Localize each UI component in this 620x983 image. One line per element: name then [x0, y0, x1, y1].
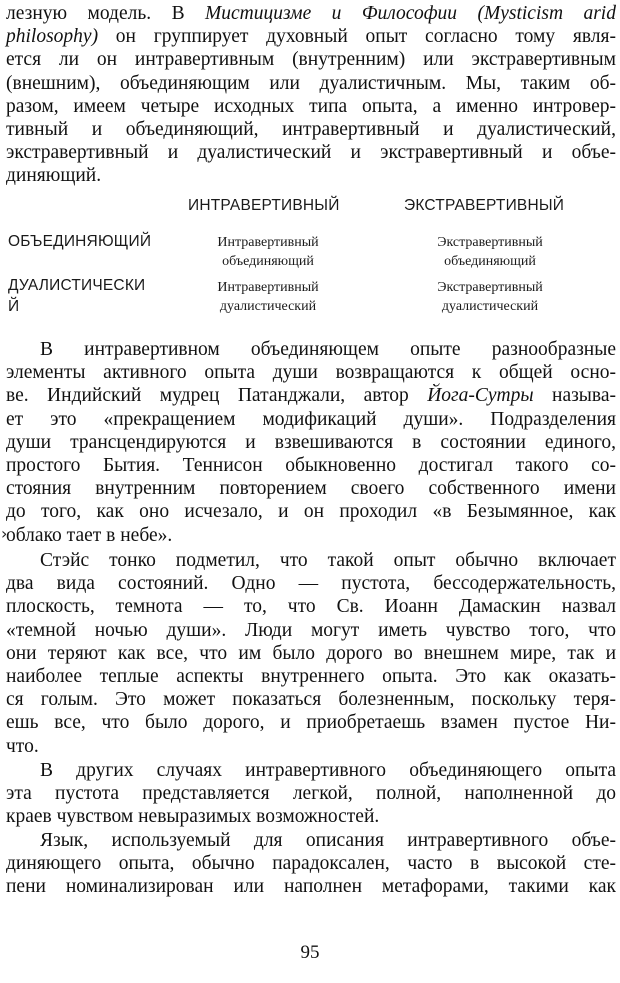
text-line: разом, имеем четыре исходных типа опыта, а именно интровер-	[6, 95, 616, 117]
row-header-unifying: ОБЪЕДИНЯЮЩИЙ	[8, 233, 152, 250]
text-line: стояния внутренним повторением своего собственного имени	[6, 478, 616, 500]
paragraph-other-cases	[6, 759, 616, 829]
text-line: В других случаях интравертивного объединяющего опыта	[40, 760, 616, 781]
row-header-dualistic: ДУАЛИСТИЧЕСКИ Й	[8, 277, 146, 315]
text-line: «темной ночью души». Люди могут иметь чувство того, что	[6, 619, 616, 641]
text-line: (внешним), объединяющим или дуалистичным. Мы, таким об-	[6, 72, 616, 94]
column-header-extravertive: ЭКСТРАВЕРТИВНЫЙ	[404, 197, 565, 214]
book-title-italic: philosophy)	[6, 26, 99, 48]
text-line: ся голым. Это может показаться болезненным, поскольку теря-	[6, 689, 616, 711]
table-cell: Интравертивный объединяющий	[217, 235, 319, 269]
book-title-italic: Мистицизме и Философии (Mysticism arid	[205, 3, 616, 24]
text-line: что.	[6, 735, 39, 757]
text-line: philosophy) он группирует духовный опыт согласно тому явля-	[6, 26, 616, 48]
paragraph-intro	[6, 2, 616, 188]
text-line: тивный и объединяющий, интравертивный и дуалистический,	[6, 118, 616, 140]
text-line: ве. Индийский мудрец Патанджали, автор Йога-Сутры называ-	[6, 385, 616, 407]
text-line: наиболее теплые аспекты внутреннего опыта. Это как оказать-	[6, 665, 616, 687]
paragraph-language	[6, 829, 616, 899]
text-line: В интравертивном объединяющем опыте разнообразные	[40, 339, 616, 360]
margin-arrow-mark: ›	[1, 524, 8, 543]
text-line: эта пустота представляется легкой, полной, наполненной до	[6, 783, 616, 805]
text-line: экстравертивный и дуалистический и экстравертивный и объе-	[6, 142, 616, 164]
text-line: элементы активного опыта души возвращаются к общей осно-	[6, 362, 616, 384]
text-line: лезную модель. В Мистицизме и Философии (Mysticism arid	[6, 3, 616, 24]
text-line: ется ли он интравертивным (внутренним) или экстравертивным	[6, 49, 616, 71]
text-line: до того, как оно исчезало, и он проходил «в Безымянное, как	[6, 501, 616, 523]
paragraph-intravertive-unifying	[6, 338, 616, 547]
paragraph-stace	[6, 549, 616, 758]
text-line: пени номинализирован или наполнен метафорами, такими как	[6, 876, 616, 898]
text-line: ет это «прекращением модификаций души». Подразделения	[6, 408, 616, 430]
book-title-italic: Йога-Сутры	[427, 385, 534, 407]
text-line: ешь все, что было дорого, и приобретаешь взамен пустое Ни-	[6, 712, 616, 734]
text-line: плоскость, темнота — то, что Св. Иоанн Дамаскин назвал	[6, 596, 616, 618]
text-line: краев чувством невыразимых возможностей.	[6, 806, 380, 828]
text-line: они теряют как все, что им было дорого во внешнем мире, так и	[6, 642, 616, 664]
text-line: Язык, используемый для описания интравертивного объе-	[40, 830, 616, 851]
table-cell: Экстравертивный объединяющий	[437, 235, 543, 269]
text-line: диняющего опыта, обычно парадоксален, часто в высокой сте-	[6, 853, 616, 875]
table-cell: Интравертивный дуалистический	[217, 280, 319, 314]
page-number: 95	[300, 942, 320, 963]
text-line: диняющий.	[6, 165, 102, 187]
text-line: два вида состояний. Одно — пустота, бессодержательность,	[6, 573, 616, 595]
text-line: Стэйс тонко подметил, что такой опыт обычно включает	[40, 550, 616, 571]
table-cell: Экстравертивный дуалистический	[437, 280, 543, 314]
column-header-intravertive: ИНТРАВЕРТИВНЫЙ	[188, 197, 340, 214]
text-line: облако тает в небе».	[6, 524, 173, 546]
text-line: души трансцендируются и взвешиваются в состоянии единого,	[6, 431, 616, 453]
text-line: простого Бытия. Теннисон обыкновенно достигал такого со-	[6, 454, 616, 476]
